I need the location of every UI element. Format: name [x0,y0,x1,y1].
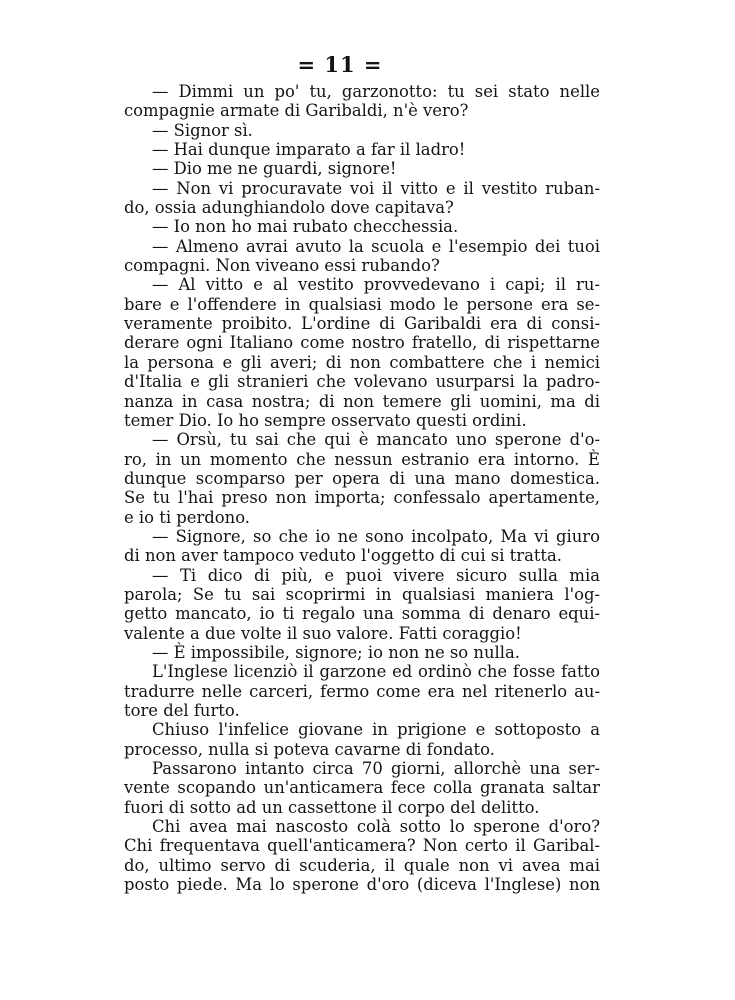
text-line: temer Dio. Io ho sempre osservato questi ordini. [124,410,527,430]
text-line: parola; Se tu sai scoprirmi in qualsiasi maniera l'og- [124,584,600,604]
text-line: tradurre nelle carceri, fermo come era nel ritenerlo au- [124,681,600,701]
text-line: processo, nulla si poteva cavarne di fondato. [124,739,495,759]
text-line: ro, in un momento che nessun estranio era intorno. È [124,449,600,469]
text-line: — Dimmi un po' tu, garzonotto: tu sei stato nelle [152,82,600,101]
text-line: di non aver tampoco veduto l'oggetto di cui si tratta. [124,546,563,566]
text-line: — È impossibile, signore; io non ne so nulla. [152,642,520,662]
text-line: — Signore, so che io ne sono incolpato, Ma vi giuro [152,526,600,546]
text-line: bare e l'offendere in qualsiasi modo le persone era se- [124,294,600,314]
text-line: getto mancato, io ti regalo una somma di denaro equi- [124,604,600,624]
page-number: = 11 = [297,52,383,77]
text-line: fuori di sotto ad un cassettone il corpo del delitto. [124,797,540,817]
text-line: valente a due volte il suo valore. Fatti coraggio! [124,623,522,643]
body-text [124,82,600,894]
text-line: — Signor sì. [152,120,253,140]
text-line: — Io non ho mai rubato checchessia. [152,217,459,237]
text-line: Se tu l'hai preso non importa; confessalo apertamente, [124,488,600,508]
text-line: tore del furto. [124,701,240,720]
text-line: — Orsù, tu sai che qui è mancato uno sperone d'o- [152,430,600,450]
text-line: la persona e gli averi; di non combattere che i nemici [124,352,600,372]
text-line: — Hai dunque imparato a far il ladro! [152,140,466,160]
text-line: compagni. Non viveano essi rubando? [124,256,440,276]
text-line: dunque scomparso per opera di una mano domestica. [124,468,600,488]
text-line: Passarono intanto circa 70 giorni, allorchè una ser- [152,759,600,779]
text-line: Chiuso l'infelice giovane in prigione e sottoposto a [152,720,600,740]
text-line: Chi frequentava quell'anticamera? Non certo il Garibal- [124,836,600,856]
text-line: vente scopando un'anticamera fece colla granata saltar [124,778,600,798]
text-line: — Dio me ne guardi, signore! [152,159,397,179]
text-line: e io ti perdono. [124,507,251,527]
text-line: Chi avea mai nascosto colà sotto lo sperone d'oro? [152,817,600,837]
text-line: veramente proibito. L'ordine di Garibaldi era di consi- [124,314,600,334]
text-line: compagnie armate di Garibaldi, n'è vero? [124,101,469,121]
text-line: — Non vi procuravate voi il vitto e il vestito ruban- [152,178,600,198]
text-line: derare ogni Italiano come nostro fratello, di rispettarne [124,333,600,353]
text-line: L'Inglese licenziò il garzone ed ordinò che fosse fatto [152,662,600,682]
text-line: do, ultimo servo di scuderia, il quale non vi avea mai [124,855,600,875]
text-line: — Ti dico di più, e puoi vivere sicuro sulla mia [152,565,600,585]
text-line: — Almeno avrai avuto la scuola e l'esempio dei tuoi [152,236,600,256]
text-line: — Al vitto e al vestito provvedevano i capi; il ru- [152,275,600,295]
text-line: posto piede. Ma lo sperone d'oro (diceva l'Inglese) non [124,875,600,895]
text-line: d'Italia e gli stranieri che volevano usurparsi la padro- [124,372,600,392]
text-line: do, ossia adunghiandolo dove capitava? [124,198,454,218]
text-line: nanza in casa nostra; di non temere gli uomini, ma di [124,391,600,411]
